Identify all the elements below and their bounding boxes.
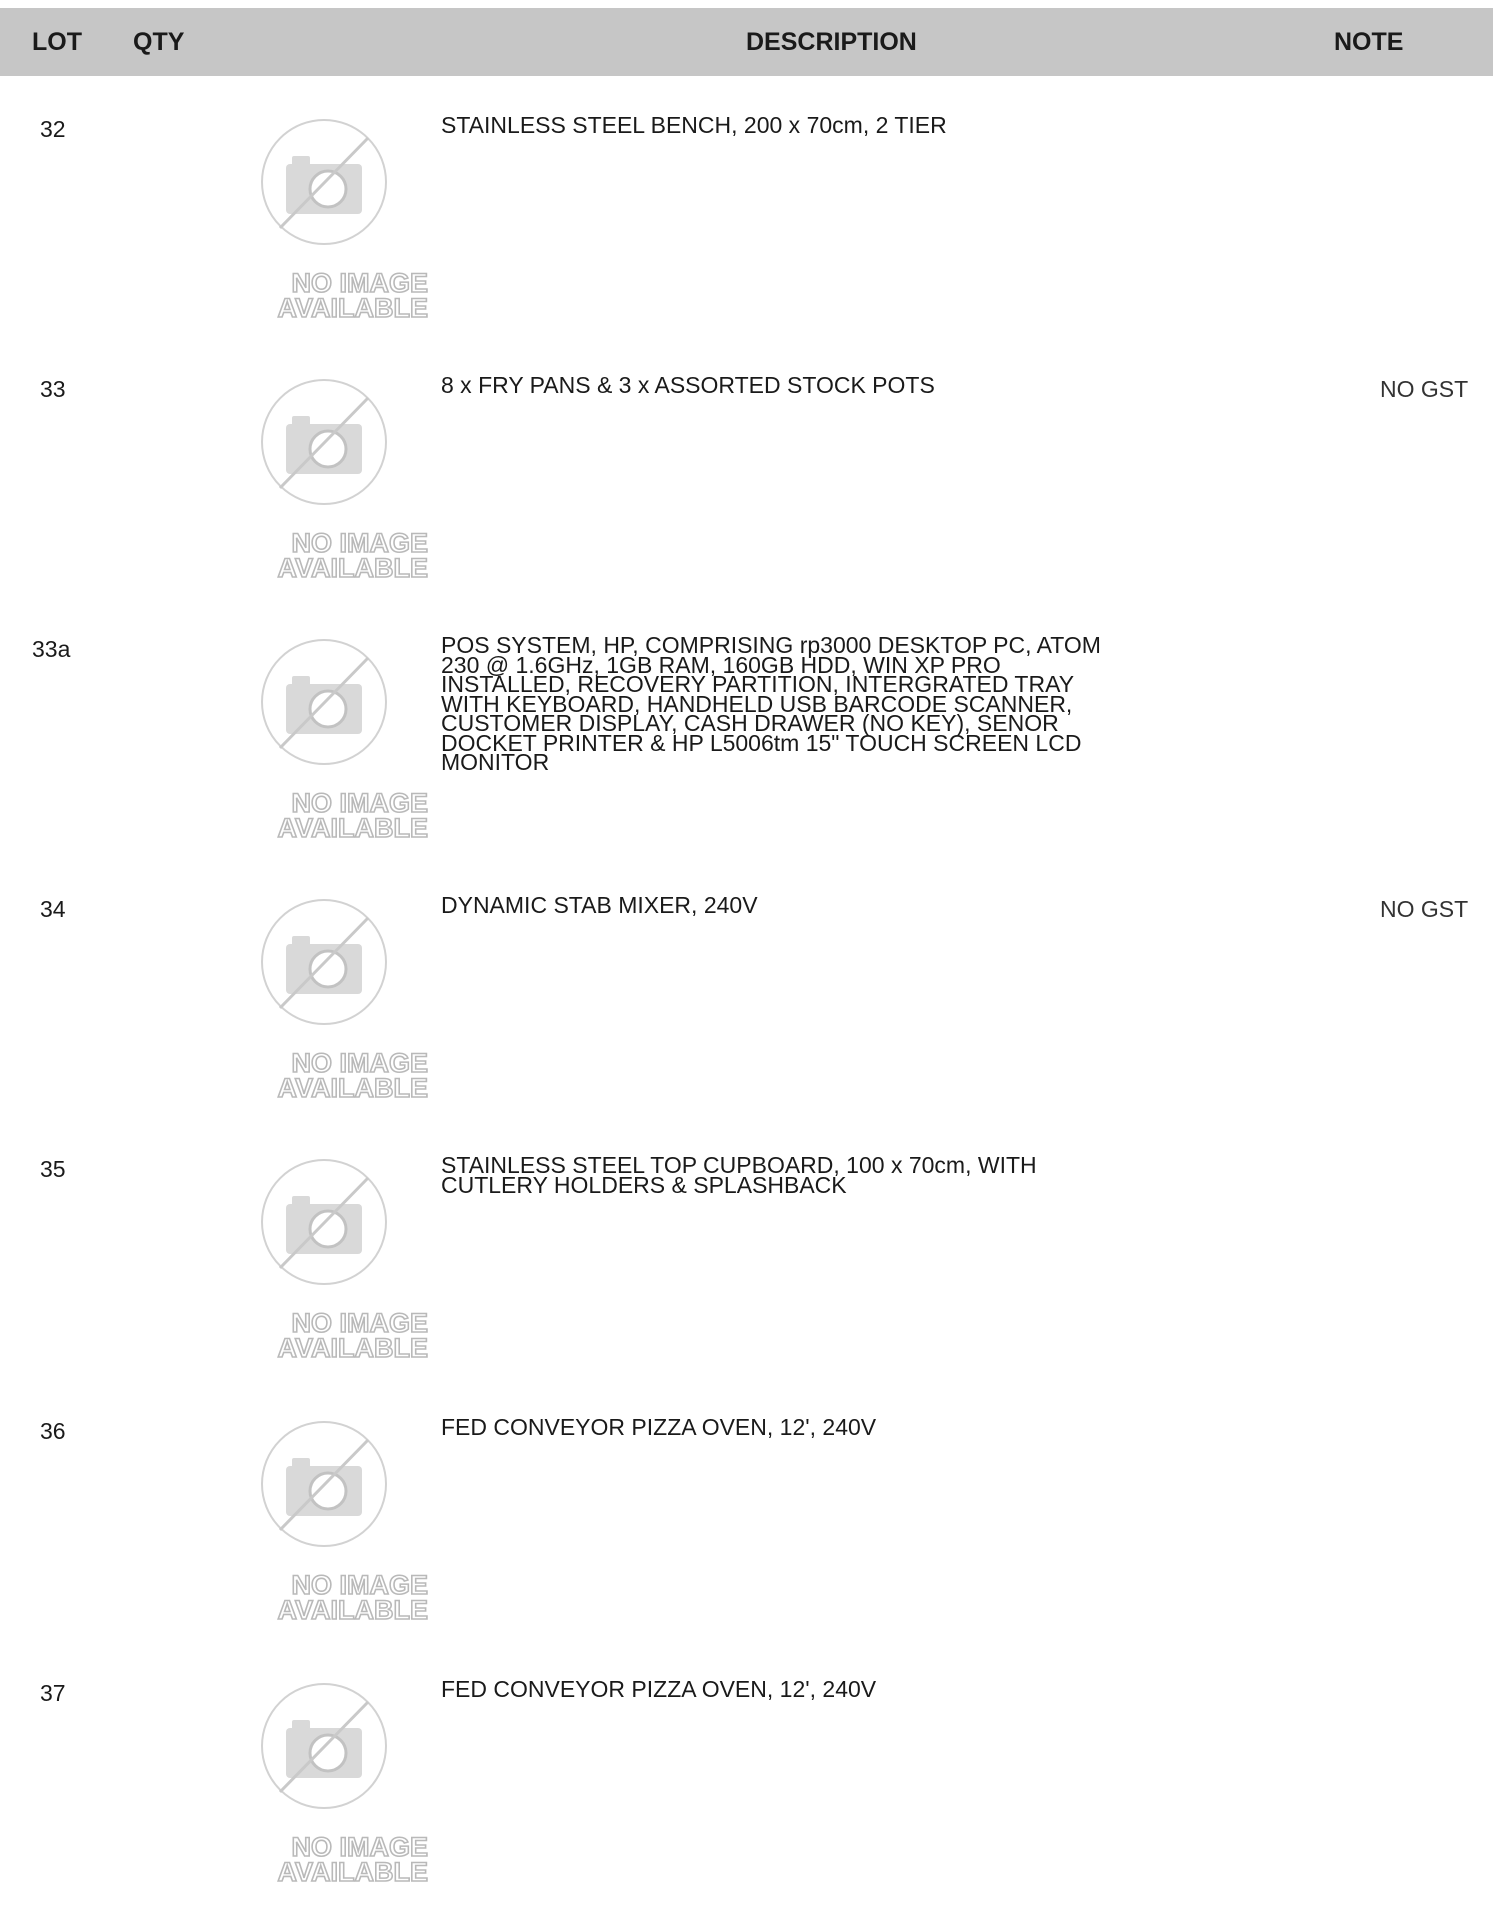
no-image-placeholder bbox=[218, 1418, 430, 1622]
lot-description bbox=[441, 1414, 1241, 1440]
lot-number: 33a bbox=[32, 636, 71, 662]
lot-number: 36 bbox=[40, 1418, 66, 1444]
no-image-text: NO IMAGE bbox=[291, 1570, 428, 1600]
no-image-text: NO IMAGE bbox=[291, 1048, 428, 1078]
available-text: AVAILABLE bbox=[277, 1857, 428, 1884]
description-line: 8 x FRY PANS & 3 x ASSORTED STOCK POTS bbox=[441, 372, 935, 398]
description-line: DOCKET PRINTER & HP L5006tm 15" TOUCH SCREEN LCD bbox=[441, 729, 1082, 756]
table-header bbox=[0, 8, 1493, 76]
no-image-text: NO IMAGE bbox=[291, 1832, 428, 1862]
no-image-placeholder bbox=[218, 116, 430, 320]
no-image-placeholder bbox=[218, 1156, 430, 1360]
description-line: 230 @ 1.6GHz, 1GB RAM, 160GB HDD, WIN XP PRO bbox=[441, 651, 1001, 678]
lot-description bbox=[441, 1152, 1241, 1198]
table-row bbox=[0, 88, 1493, 350]
no-image-text: NO IMAGE bbox=[291, 268, 428, 298]
no-image-text: NO IMAGE bbox=[291, 1308, 428, 1338]
table-row bbox=[0, 1390, 1493, 1652]
description-line: FED CONVEYOR PIZZA OVEN, 12', 240V bbox=[441, 1414, 877, 1440]
description-line: POS SYSTEM, HP, COMPRISING rp3000 DESKTOP PC, ATOM bbox=[441, 632, 1101, 658]
header-note: NOTE bbox=[1334, 28, 1404, 56]
description-line: INSTALLED, RECOVERY PARTITION, INTERGRATED TRAY bbox=[441, 671, 1075, 697]
description-line: STAINLESS STEEL BENCH, 200 x 70cm, 2 TIER bbox=[441, 112, 947, 138]
lot-description bbox=[441, 1676, 1241, 1702]
table-row bbox=[0, 348, 1493, 610]
description-line: CUSTOMER DISPLAY, CASH DRAWER (NO KEY), SENOR bbox=[441, 710, 1059, 736]
lot-description bbox=[441, 372, 1241, 398]
lot-description bbox=[441, 892, 1241, 918]
no-camera-icon bbox=[218, 1156, 430, 1360]
description-line: MONITOR bbox=[441, 749, 550, 775]
lot-description bbox=[441, 112, 1241, 138]
no-camera-icon bbox=[218, 376, 430, 580]
lot-number: 37 bbox=[40, 1680, 66, 1706]
no-image-text: NO IMAGE bbox=[291, 788, 428, 818]
lot-description bbox=[441, 632, 1241, 775]
description-line: DYNAMIC STAB MIXER, 240V bbox=[441, 892, 758, 918]
no-image-placeholder bbox=[218, 1680, 430, 1884]
lot-number: 35 bbox=[40, 1156, 66, 1182]
header-qty: QTY bbox=[133, 28, 185, 56]
description-line: FED CONVEYOR PIZZA OVEN, 12', 240V bbox=[441, 1676, 877, 1702]
description-line: CUTLERY HOLDERS & SPLASHBACK bbox=[441, 1171, 847, 1198]
table-row bbox=[0, 1128, 1493, 1390]
lot-number: 34 bbox=[40, 896, 66, 922]
table-row bbox=[0, 868, 1493, 1130]
available-text: AVAILABLE bbox=[277, 553, 428, 580]
available-text: AVAILABLE bbox=[277, 1333, 428, 1360]
lot-number: 32 bbox=[40, 116, 66, 142]
no-image-placeholder bbox=[218, 376, 430, 580]
description-line: STAINLESS STEEL TOP CUPBOARD, 100 x 70cm, WITH bbox=[441, 1152, 1037, 1178]
header-description: DESCRIPTION bbox=[746, 28, 917, 56]
no-camera-icon bbox=[218, 1680, 430, 1884]
no-camera-icon bbox=[218, 1418, 430, 1622]
no-camera-icon bbox=[218, 116, 430, 320]
lot-note: NO GST bbox=[1380, 896, 1469, 922]
available-text: AVAILABLE bbox=[277, 1073, 428, 1100]
lot-note: NO GST bbox=[1380, 376, 1469, 402]
lot-number: 33 bbox=[40, 376, 66, 402]
table-row bbox=[0, 1652, 1493, 1914]
no-image-placeholder bbox=[218, 636, 430, 840]
description-line: WITH KEYBOARD, HANDHELD USB BARCODE SCANNER, bbox=[441, 690, 1073, 717]
no-image-placeholder bbox=[218, 896, 430, 1100]
table-row bbox=[0, 608, 1493, 870]
no-camera-icon bbox=[218, 896, 430, 1100]
available-text: AVAILABLE bbox=[277, 293, 428, 320]
available-text: AVAILABLE bbox=[277, 813, 428, 840]
no-camera-icon bbox=[218, 636, 430, 840]
header-lot: LOT bbox=[32, 28, 82, 56]
no-image-text: NO IMAGE bbox=[291, 528, 428, 558]
available-text: AVAILABLE bbox=[277, 1595, 428, 1622]
